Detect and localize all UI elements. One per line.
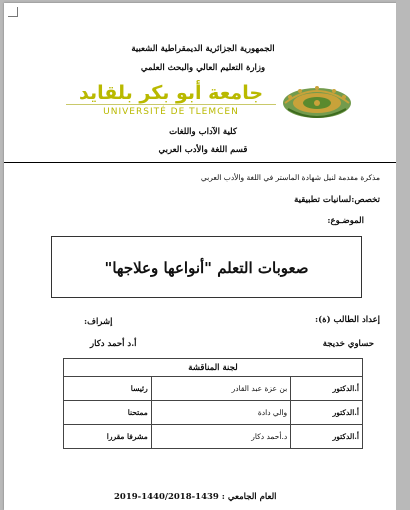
thesis-subject: صعوبات التعلم "أنواعها وعلاجها": [104, 259, 309, 277]
university-name-french: UNIVERSITÉ DE TLEMCEN: [66, 104, 276, 117]
academic-year: العام الجامعي : 1439-1440/2018-2019: [114, 492, 277, 502]
university-name-arabic: جامعة أبو بكر بلقايد: [78, 82, 264, 104]
member-title: أ.الدكتور: [291, 377, 363, 401]
member-name: والي دادة: [151, 401, 290, 425]
document-page: [4, 3, 402, 510]
divider: [4, 162, 402, 163]
table-row: [64, 377, 363, 401]
subject-label: الموضـوع:: [327, 216, 364, 226]
table-row: [64, 425, 363, 449]
subject-box: [51, 236, 362, 298]
memo-description: مذكرة مقدمة لنيل شهادة الماستر في اللغة والأدب العربي: [200, 173, 380, 182]
department-name: قسم اللغة والأدب العربي: [158, 145, 248, 155]
ministry-title: وزارة التعليم العالي والبحث العلمي: [140, 63, 266, 73]
committee-title: لجنة المناقشة: [64, 359, 363, 377]
university-logo: [62, 81, 362, 121]
table-row: [64, 401, 363, 425]
specialty: تخصص:لسانيات تطبيقية: [294, 195, 380, 205]
student-name: حساوي خديجة: [322, 339, 374, 349]
viewer-background: [396, 0, 410, 510]
university-emblem-icon: [280, 81, 354, 121]
member-name: بن عزة عبد القادر: [151, 377, 290, 401]
committee-header-row: [64, 359, 363, 377]
member-title: أ.الدكتور: [291, 425, 363, 449]
crop-mark: [8, 7, 18, 17]
member-title: أ.الدكتور: [291, 401, 363, 425]
supervisor-name: أ.د أحمد دكار: [90, 339, 137, 349]
member-role: رئيسا: [64, 377, 152, 401]
member-name: د.أحمد دكار: [151, 425, 290, 449]
committee-table: [63, 358, 363, 449]
faculty-name: كلية الآداب واللغات: [169, 127, 237, 137]
supervision-label: إشراف:: [84, 317, 113, 327]
member-role: ممتحنا: [64, 401, 152, 425]
member-role: مشرفا مقررا: [64, 425, 152, 449]
preparation-label: إعداد الطالب (ة):: [314, 315, 380, 325]
republic-title: الجمهورية الجزائرية الديمقراطية الشعبية: [131, 44, 275, 54]
